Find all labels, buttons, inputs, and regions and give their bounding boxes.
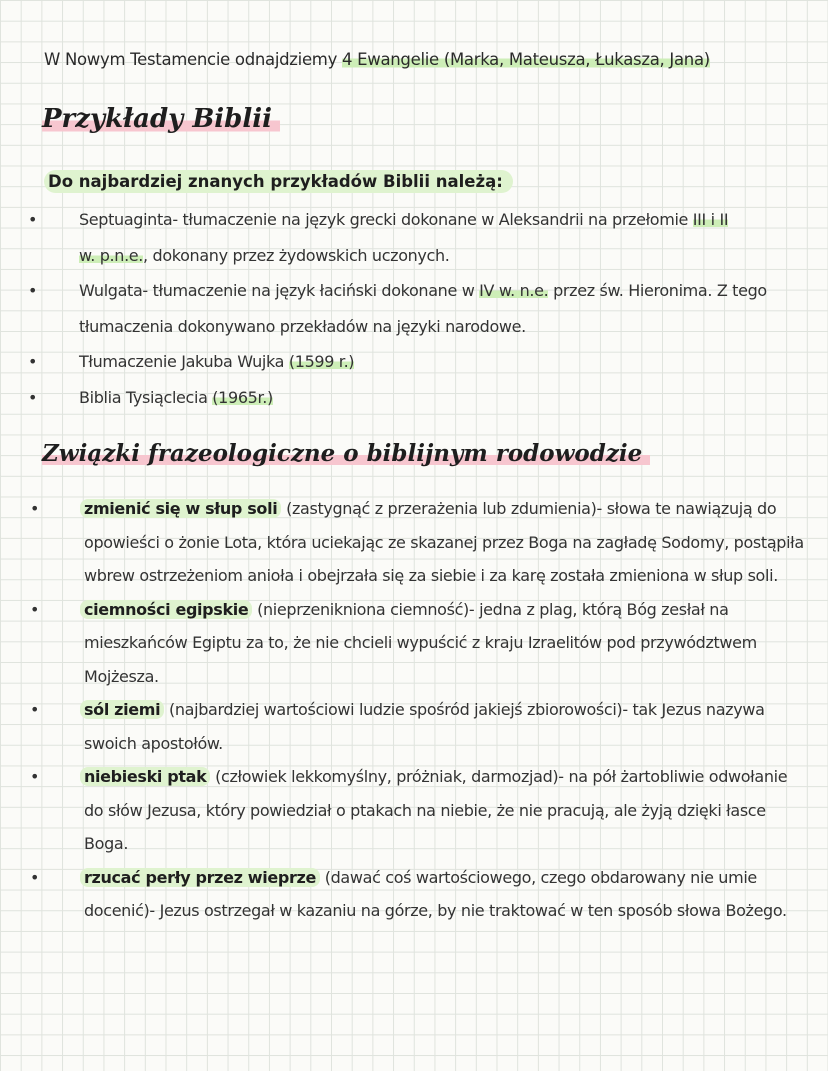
bible-examples-list bbox=[0, 202, 828, 415]
bullet-icon: • bbox=[28, 210, 38, 229]
list-item: • Tłumaczenie Jakuba Wujka (1599 r.) bbox=[0, 344, 828, 380]
term-highlight: zmienić się w słup soli bbox=[80, 499, 281, 518]
bullet-icon: • bbox=[30, 867, 40, 887]
phraseology-list bbox=[0, 492, 828, 928]
bullet-icon: • bbox=[30, 499, 40, 518]
bullet-icon: • bbox=[30, 767, 40, 786]
intro-highlight: 4 Ewangelie (Marka, Mateusza, Łukasza, Jana) bbox=[342, 50, 710, 69]
bullet-icon: • bbox=[28, 352, 38, 371]
term-highlight: ciemności egipskie bbox=[80, 600, 252, 619]
bullet-icon: • bbox=[28, 387, 38, 407]
term-highlight: rzucać perły przez wieprze bbox=[80, 868, 320, 887]
list-item: • zmienić się w słup soli (zastygnąć z przerażenia lub zdumienia)- słowa te nawiązują do opowieści o żonie Lota, która uciekając ze skazanej przez Boga na zagładę Sodomy, postąpiła wbrew ostrzeżeniom anioła i obejrzała się za siebie i za karę została zmieniona w słup soli. bbox=[0, 492, 828, 593]
bullet-icon: • bbox=[30, 700, 40, 719]
list-item: • sól ziemi (najbardziej wartościowi ludzie spośród jakiejś zbiorowości)- tak Jezus nazywa swoich apostołów. bbox=[0, 693, 828, 760]
section2-heading: Związki frazeologiczne o biblijnym rodowodzie bbox=[42, 440, 650, 467]
term-highlight: sól ziemi bbox=[80, 700, 164, 719]
section1-heading: Przykłady Biblii bbox=[42, 104, 280, 134]
list-item: • rzucać perły przez wieprze (dawać coś wartościowego, czego obdarowany nie umie docenić)- Jezus ostrzegał w kazaniu na górze, by nie traktować w ten sposób słowa Bożego. bbox=[0, 861, 828, 928]
section1-lead: Do najbardziej znanych przykładów Biblii należą: bbox=[44, 170, 513, 193]
intro-text: W Nowym Testamencie odnajdziemy bbox=[44, 50, 342, 69]
list-item: • Biblia Tysiąclecia (1965r.) bbox=[0, 380, 828, 416]
list-item: • ciemności egipskie (nieprzenikniona ciemność)- jedna z plag, którą Bóg zesłał na mieszkańców Egiptu za to, że nie chcieli wypuścić z kraju Izraelitów pod przywództwem Mojżesza. bbox=[0, 593, 828, 694]
list-item: • niebieski ptak (człowiek lekkomyślny, próżniak, darmozjad)- na pół żartobliwie odwołanie do słów Jezusa, który powiedział o ptakach na niebie, że nie pracują, ale żyją dzięki łasce Boga. bbox=[0, 760, 828, 861]
list-item: • Wulgata- tłumaczenie na język łaciński dokonane w IV w. n.e. przez św. Hieronima. Z tego tłumaczenia dokonywano przekładów na języki narodowe. bbox=[0, 273, 828, 344]
bullet-icon: • bbox=[28, 281, 38, 300]
intro-line bbox=[44, 50, 710, 69]
bullet-icon: • bbox=[30, 599, 40, 619]
list-item: • Septuaginta- tłumaczenie na język grecki dokonane w Aleksandrii na przełomie III i II w. p.n.e., dokonany przez żydowskich uczonych. bbox=[0, 202, 828, 273]
term-highlight: niebieski ptak bbox=[80, 767, 210, 786]
